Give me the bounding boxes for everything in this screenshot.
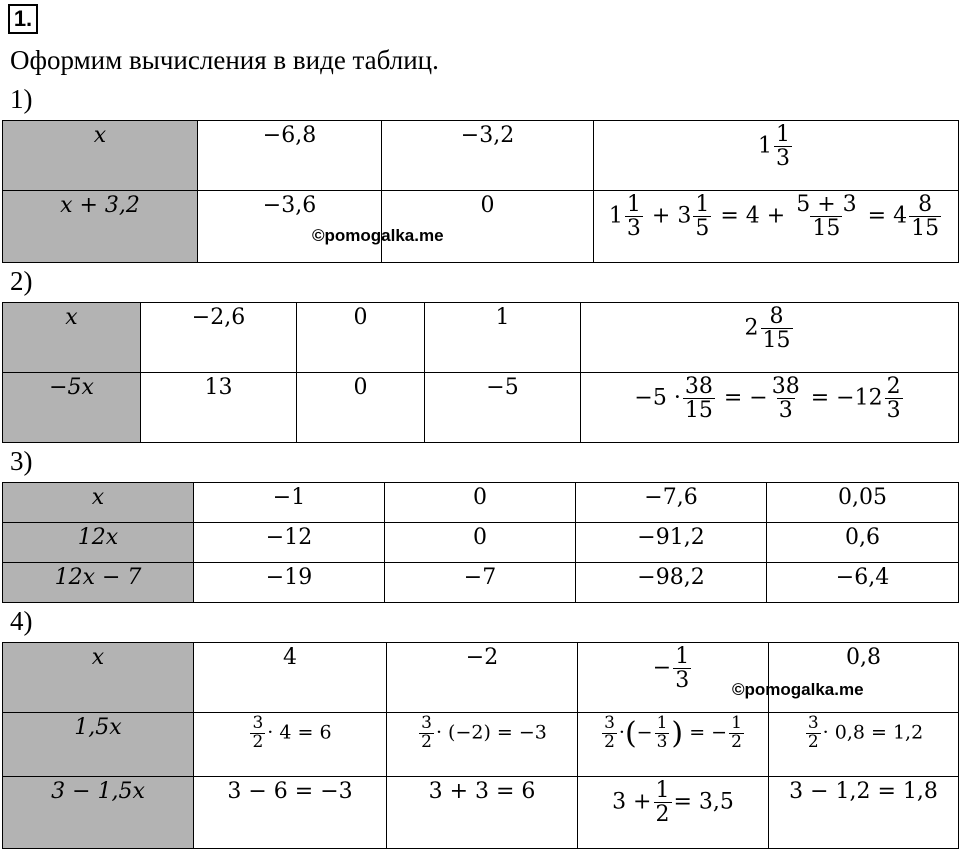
t1-header-x-plus: x + 3,2 <box>3 191 198 263</box>
t4-header-x: x <box>3 643 194 713</box>
t3-cell: −7 <box>385 563 576 603</box>
t1-x3 <box>594 121 959 191</box>
t3-cell: −98,2 <box>576 563 767 603</box>
t1-y1: −3,6 <box>198 191 382 263</box>
intro-text: Оформим вычисления в виде таблиц. <box>10 45 439 75</box>
t1-y3: 1 $\frac{1}{3}$ + 3 $\frac{1}{5}$ = 4 + $\frac{5 + 3}{15}$ = 4 $\frac{8}{15}$ <box>594 191 959 263</box>
t4-r4: 3 − 1,2 = 1,8 <box>769 777 959 849</box>
t3-cell: 0 <box>385 523 576 563</box>
table-2 <box>2 302 959 443</box>
table-1 <box>2 120 959 263</box>
t2-x4: 2 $\frac{8}{15}$ <box>581 303 959 373</box>
t4-m3: $\frac{3}{2}$ ·(− $\frac{1}{3}$ ) = − $\frac{1}{2}$ <box>578 713 769 777</box>
t4-x1: 4 <box>194 643 387 713</box>
t4-m1: $\frac{3}{2}$ · 4 = 6 <box>194 713 387 777</box>
t4-header-15x: 1,5x <box>3 713 194 777</box>
t1-x3-whole: 1 <box>758 133 772 159</box>
task-number: 1. <box>8 4 38 34</box>
t3-cell: 0,05 <box>767 483 959 523</box>
table-3 <box>2 482 959 603</box>
t4-x3: − $\frac{1}{3}$ <box>578 643 769 713</box>
t3-cell: −6,4 <box>767 563 959 603</box>
t3-cell: −1 <box>194 483 385 523</box>
t1-y2: 0 <box>382 191 594 263</box>
t3-cell: −12 <box>194 523 385 563</box>
t3-header-12x-minus7: 12x − 7 <box>3 563 194 603</box>
t3-cell: −19 <box>194 563 385 603</box>
t2-x3: 1 <box>425 303 581 373</box>
table4-label: 4) <box>10 606 33 636</box>
t2-x2: 0 <box>297 303 425 373</box>
t1-x3-fraction: $\frac{1}{3}$ <box>776 122 790 172</box>
t1-header-x: x <box>3 121 198 191</box>
t4-header-3-minus-15x: 3 − 1,5x <box>3 777 194 849</box>
t4-r1: 3 − 6 = −3 <box>194 777 387 849</box>
t3-cell: −91,2 <box>576 523 767 563</box>
t2-y4: −5 · $\frac{38}{15}$ = − $\frac{38}{3}$ = −12 $\frac{2}{3}$ <box>581 373 959 443</box>
table2-label: 2) <box>10 266 33 296</box>
t4-m2: $\frac{3}{2}$ · (−2) = −3 <box>387 713 578 777</box>
t1-x1: −6,8 <box>198 121 382 191</box>
t4-m4: $\frac{3}{2}$ · 0,8 = 1,2 <box>769 713 959 777</box>
watermark-1: ©pomogalka.me <box>312 226 444 245</box>
t3-header-x: x <box>3 483 194 523</box>
t2-header-minus5x: −5x <box>3 373 141 443</box>
table-4 <box>2 642 959 849</box>
t4-x2: −2 <box>387 643 578 713</box>
t2-header-x: x <box>3 303 141 373</box>
t3-cell: −7,6 <box>576 483 767 523</box>
t4-r3: 3 + $\frac{1}{2}$ = 3,5 <box>578 777 769 849</box>
t2-x1: −2,6 <box>141 303 297 373</box>
table3-label: 3) <box>10 446 33 476</box>
t4-r2: 3 + 3 = 6 <box>387 777 578 849</box>
t1-x2: −3,2 <box>382 121 594 191</box>
table1-label: 1) <box>10 84 33 114</box>
t3-header-12x: 12x <box>3 523 194 563</box>
t2-y1: 13 <box>141 373 297 443</box>
t2-y3: −5 <box>425 373 581 443</box>
t4-x4: 0,8 <box>769 643 959 713</box>
t3-cell: 0 <box>385 483 576 523</box>
t3-cell: 0,6 <box>767 523 959 563</box>
watermark-2: ©pomogalka.me <box>732 680 864 699</box>
t2-y2: 0 <box>297 373 425 443</box>
